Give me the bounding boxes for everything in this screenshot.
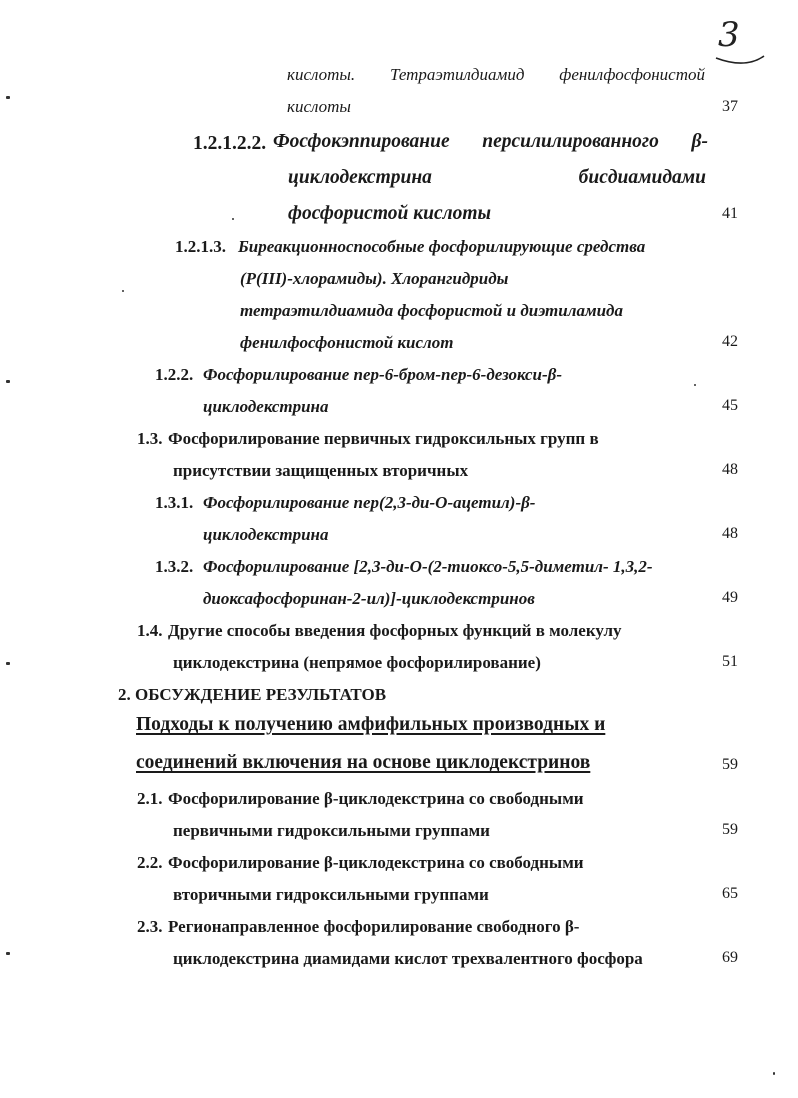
toc-number: 1.2.1.3. (175, 237, 226, 256)
toc-entry-line (287, 66, 705, 83)
toc-word: бисдиамидами (578, 167, 706, 188)
toc-page-number: 42 (722, 333, 738, 350)
toc-page-number: 59 (722, 756, 738, 773)
toc-number: 1.3.2. (155, 557, 194, 576)
toc-page-number: 41 (722, 205, 738, 222)
toc-number: 2.2. (137, 853, 163, 872)
toc-number: 1.3.1. (155, 493, 194, 512)
toc-page-number: 48 (722, 525, 738, 542)
toc-entry-line: Фосфорилирование пер(2,3-ди-О-ацетил)-β- (203, 493, 536, 512)
toc-word: Фосфокэппирование (273, 131, 450, 152)
toc-entry-line: циклодекстрина (203, 397, 329, 416)
toc-entry-line: Другие способы введения фосфорных функций в молекулу (168, 621, 622, 640)
toc-number: 1.2.2. (155, 365, 194, 384)
scan-speck (6, 96, 10, 99)
toc-page-number: 49 (722, 589, 738, 606)
scan-speck (232, 218, 234, 220)
section-heading: ОБСУЖДЕНИЕ РЕЗУЛЬТАТОВ (135, 685, 387, 704)
scan-speck (6, 952, 10, 955)
toc-entry-line (273, 132, 708, 152)
toc-entry-line: Фосфорилирование [2,3-ди-О-(2-тиоксо-5,5-диметил- 1,3,2- (203, 557, 653, 576)
toc-entry-line: присутствии защищенных вторичных (173, 461, 469, 480)
toc-word: β- (691, 131, 708, 152)
toc-entry-line: фенилфосфонистой кислот (240, 333, 454, 352)
scan-speck (6, 662, 10, 665)
justified-text (273, 132, 708, 152)
toc-entry-line: Регионаправленное фосфорилирование свободного β- (168, 917, 580, 936)
toc-entry-line (288, 168, 706, 188)
toc-word: фенилфосфонистой (559, 65, 705, 84)
toc-number: 2.3. (137, 917, 163, 936)
toc-entry-line: вторичными гидроксильными группами (173, 885, 489, 904)
toc-entry-line: Фосфорилирование пер-6-бром-пер-6-дезокси-β- (203, 365, 562, 384)
toc-page-number: 48 (722, 461, 738, 478)
handwritten-page-mark: 3 (718, 15, 740, 55)
toc-entry-line: Биреакционноспособные фосфорилирующие средства (238, 237, 646, 256)
toc-page-number: 65 (722, 885, 738, 902)
toc-entry-line: Фосфорилирование первичных гидроксильных групп в (168, 429, 599, 448)
toc-entry-line: Фосфорилирование β-циклодекстрина со свободными (168, 789, 584, 808)
scan-speck (694, 384, 696, 386)
toc-number: 1.2.1.2.2. (193, 133, 267, 154)
section-number: 2. (118, 685, 131, 704)
toc-entry-line: фосфористой кислоты (288, 203, 492, 224)
toc-word: персилилированного (482, 131, 659, 152)
toc-number: 2.1. (137, 789, 163, 808)
toc-page-number: 69 (722, 949, 738, 966)
toc-entry-line: тетраэтилдиамида фосфористой и диэтиламида (240, 301, 623, 320)
toc-page-number: 45 (722, 397, 738, 414)
justified-text (288, 168, 706, 188)
handwritten-stroke-icon (712, 52, 772, 72)
toc-entry-line: (P(III)-хлорамиды). Хлорангидриды (240, 269, 509, 288)
underlined-heading-line: Подходы к получению амфифильных производных и (136, 714, 606, 735)
toc-word: кислоты. (287, 65, 356, 84)
toc-entry-line: кислоты (287, 97, 351, 116)
toc-word: Тетраэтилдиамид (389, 65, 525, 84)
scan-speck (122, 290, 124, 292)
toc-entry-line: циклодекстрина (203, 525, 329, 544)
toc-page-number: 51 (722, 653, 738, 670)
toc-entry-line: циклодекстрина диамидами кислот трехвалентного фосфора (173, 949, 643, 968)
toc-number: 1.4. (137, 621, 163, 640)
toc-page-number: 37 (722, 98, 738, 115)
scan-speck (773, 1072, 775, 1075)
toc-entry-line: Фосфорилирование β-циклодекстрина со свободными (168, 853, 584, 872)
toc-word: циклодекстрина (288, 167, 432, 188)
toc-entry-line: циклодекстрина (непрямое фосфорилирование) (173, 653, 541, 672)
underlined-heading-line: соединений включения на основе циклодекстринов (136, 752, 591, 773)
toc-entry-line: первичными гидроксильными группами (173, 821, 490, 840)
toc-entry-line: диоксафосфоринан-2-ил)]-циклодекстринов (203, 589, 535, 608)
toc-page-number: 59 (722, 821, 738, 838)
justified-text (287, 66, 705, 83)
toc-number: 1.3. (137, 429, 163, 448)
scan-speck (6, 380, 10, 383)
